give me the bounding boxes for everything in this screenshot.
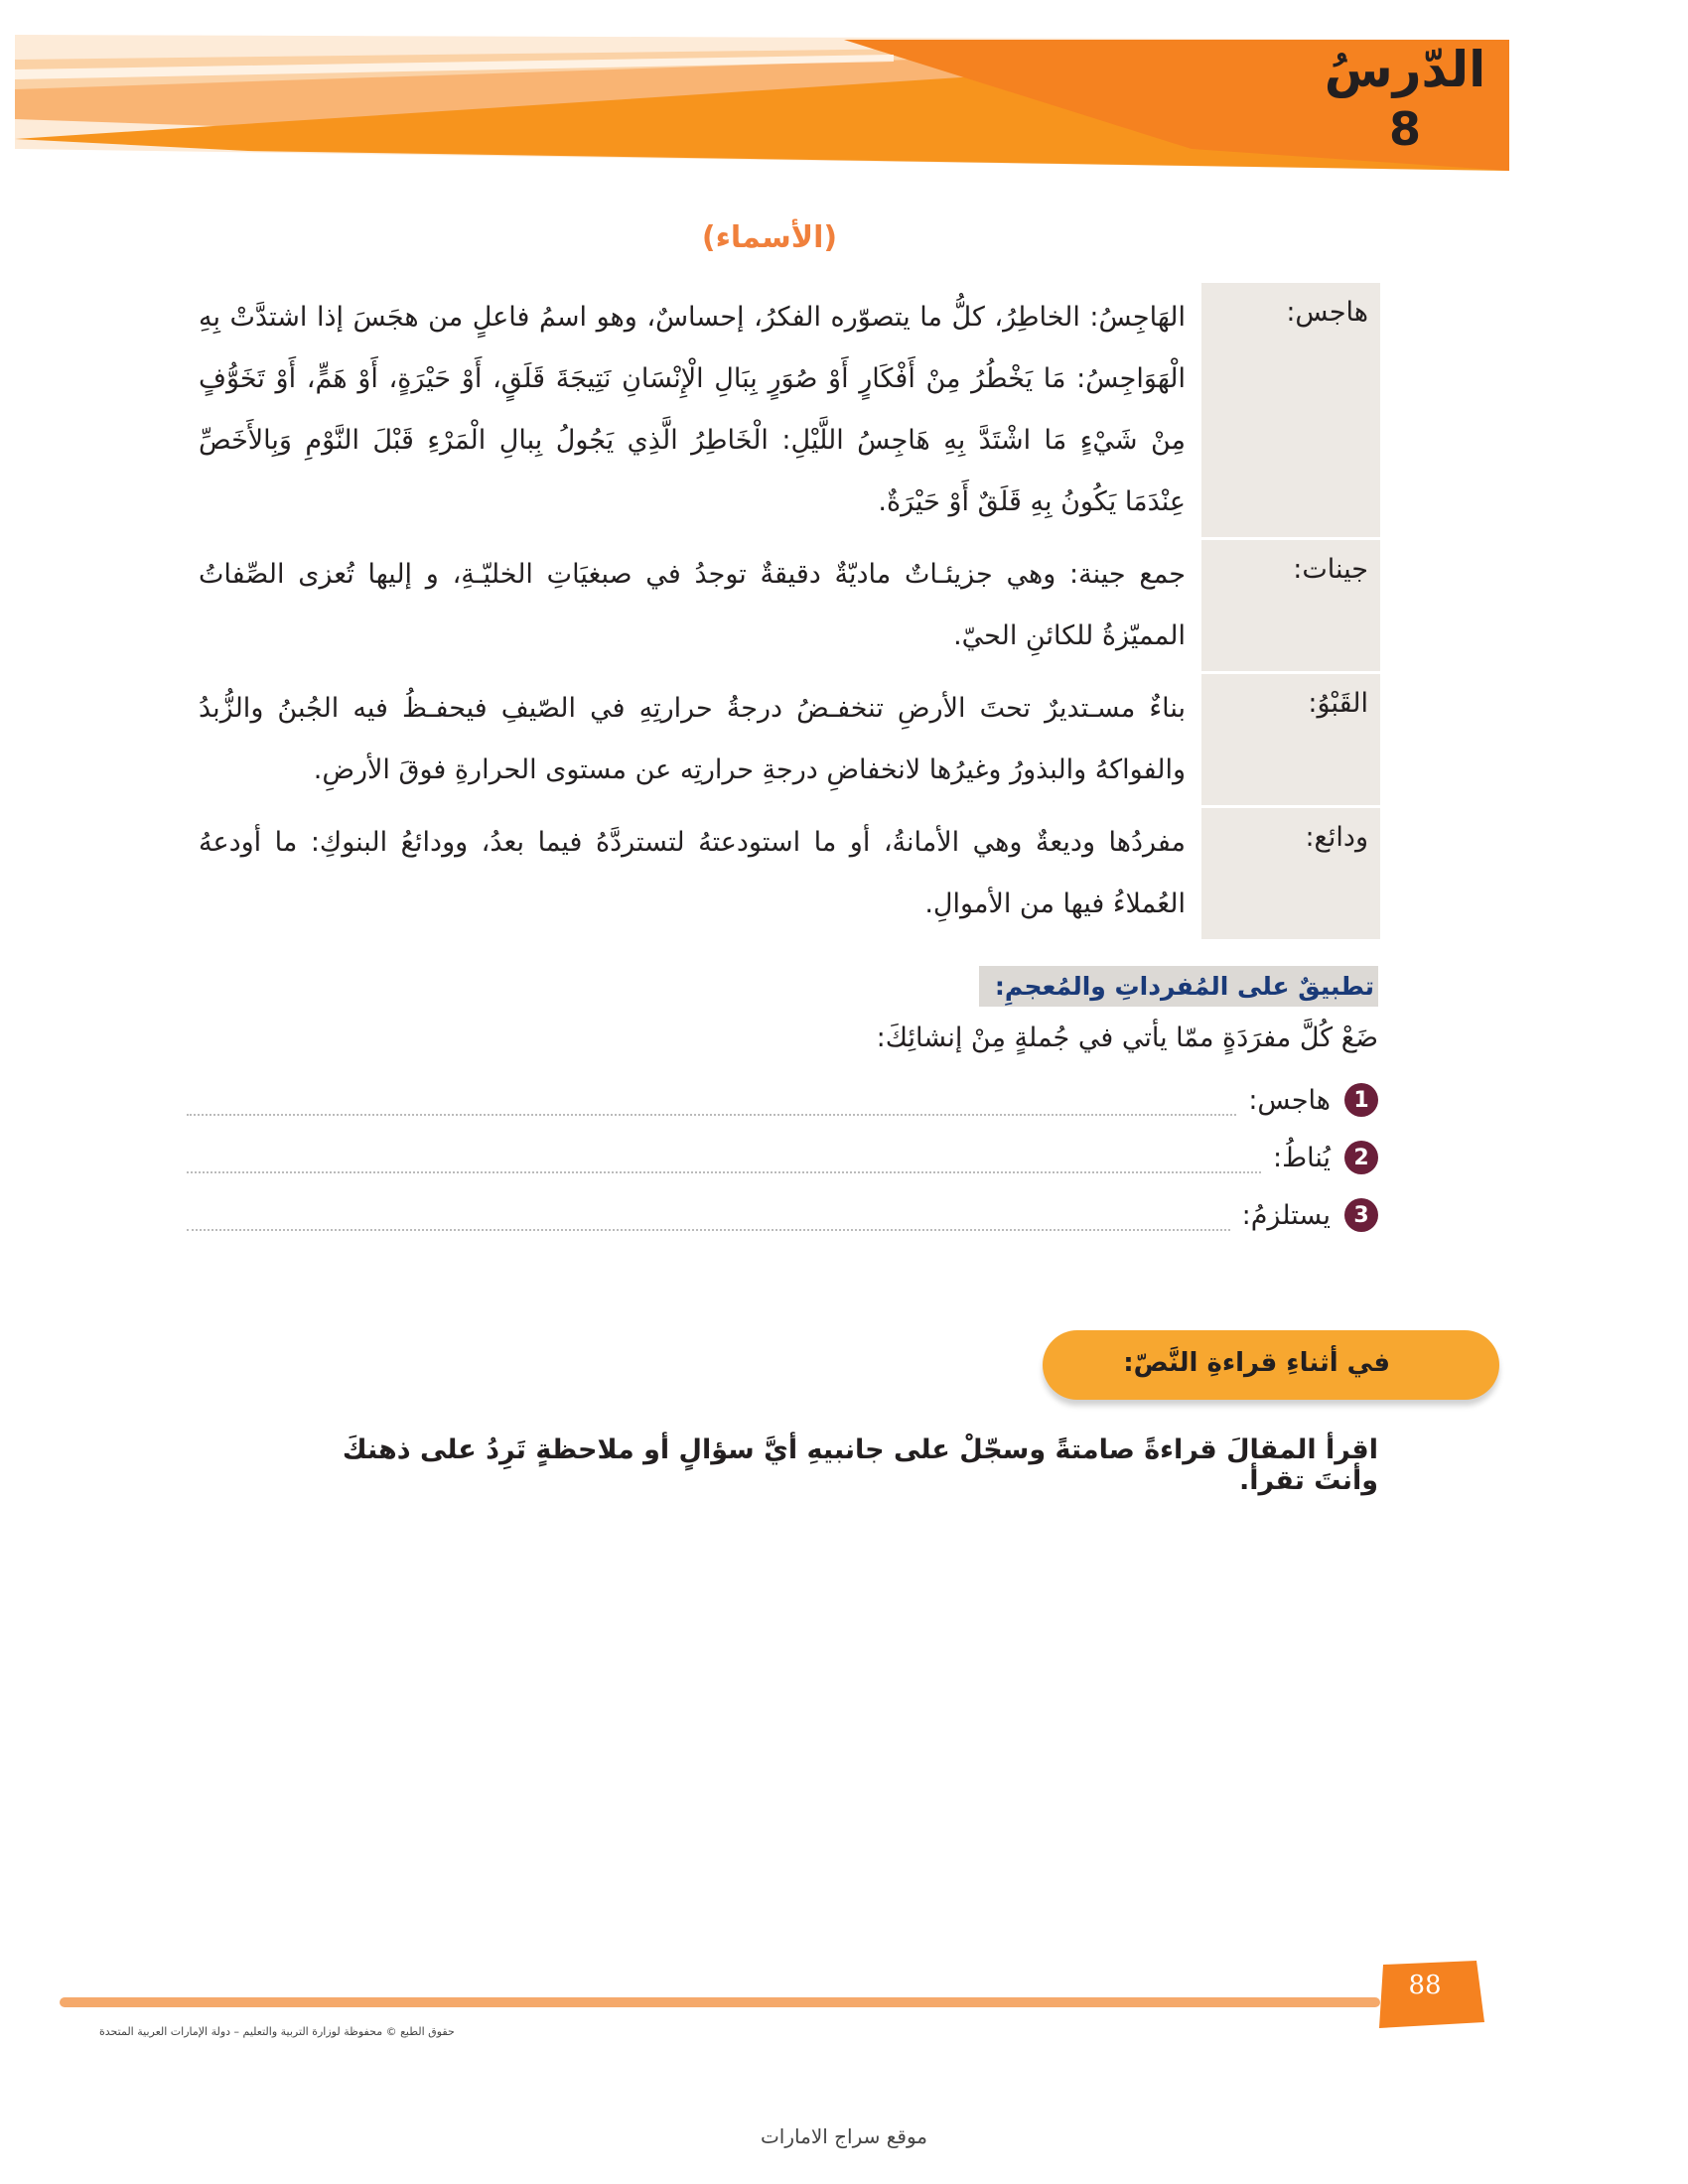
exercise-item — [187, 1130, 1378, 1185]
section-title: (الأسماء) — [701, 220, 838, 255]
vocab-term: ودائع: — [1201, 808, 1380, 939]
vocabulary-table — [199, 283, 1380, 942]
exercise-word: هاجس: — [1248, 1084, 1331, 1116]
exercise-heading: تطبيقٌ على المُفرداتِ والمُعجمِ: — [979, 966, 1378, 1007]
vocab-term: جينات: — [1201, 540, 1380, 671]
answer-line[interactable] — [187, 1171, 1261, 1173]
page-number: 88 — [1408, 1971, 1442, 2000]
exercise-item — [187, 1072, 1378, 1128]
exercise-word: يُناطُ: — [1273, 1142, 1331, 1173]
vocab-definition: الهَاجِسُ: الخاطِرُ، كلُّ ما يتصوّره الفكرُ، إحساسٌ، وهو اسمُ فاعلٍ من هجَسَ إذا اشتدَّتْ بِهِ الْهَوَاجِسُ: مَا يَخْطُرُ مِنْ أَفْكَارٍ أَوْ صُوَرٍ بِبَالِ الْإِنْسَانِ نَتِيجَةَ قَلَقٍ، أَوْ حَيْرَةٍ، أَوْ هَمٍّ، أَوْ تَخَوُّفٍ مِنْ شَيْءٍ مَا اشْتَدَّ بِهِ هَاجِسُ اللَّيْلِ: الْخَاطِرُ الَّذِي يَجُولُ بِبالِ الْمَرْءِ قَبْلَ النَّوْمِ وَبِالأَخَصِّ عِنْدَمَا يَكُونُ بِهِ قَلَقٌ أَوْ حَيْرَةٌ. — [199, 302, 1186, 517]
answer-line[interactable] — [187, 1114, 1236, 1116]
vocab-definition: مفردُها وديعةٌ وهي الأمانةُ، أو ما استودعتهُ لتستردَّهُ فيما بعدُ، وودائعُ البنوكِ: ما أودعهُ العُملاءُ فيها من الأموالِ. — [199, 827, 1186, 919]
answer-line[interactable] — [187, 1229, 1230, 1231]
vocab-row — [199, 283, 1380, 540]
vocab-row — [199, 540, 1380, 674]
exercise-instruction: ضَعْ كُلَّ مفرَدَةٍ ممّا يأتي في جُملةٍ مِنْ إنشائِكَ: — [876, 1023, 1378, 1053]
vocab-term: هاجس: — [1201, 283, 1380, 537]
vocab-row — [199, 808, 1380, 942]
vocab-row — [199, 674, 1380, 808]
lesson-label — [1321, 40, 1489, 169]
vocab-term: القَبْوُ: — [1201, 674, 1380, 805]
number-badge: 1 — [1344, 1083, 1378, 1117]
copyright-note: حقوق الطبع © محفوظة لوزارة التربية والتعليم – دولة الإمارات العربية المتحدة — [99, 2025, 455, 2038]
lesson-number: 8 — [1388, 102, 1421, 156]
number-badge: 2 — [1344, 1141, 1378, 1174]
lesson-word: الدّرسُ — [1324, 41, 1486, 98]
reading-instruction: اقرأ المقالَ قراءةً صامتةً وسجّلْ على جانبيهِ أيَّ سؤالٍ أو ملاحظةٍ تَرِدُ على ذهنكَ وأنتَ تقرأ. — [342, 1434, 1378, 1496]
while-reading-label: في أثناءِ قراءةِ النَّصّ: — [1123, 1348, 1390, 1378]
footer-bar — [60, 1997, 1380, 2007]
exercise-item — [187, 1187, 1378, 1243]
number-badge: 3 — [1344, 1198, 1378, 1232]
exercise-word: يستلزمُ: — [1241, 1199, 1331, 1231]
while-reading-pill — [1043, 1330, 1499, 1400]
site-name: موقع سراج الامارات — [760, 2124, 928, 2148]
vocab-definition: جمع جينة: وهي جزيئـاتٌ ماديّةٌ دقيقةٌ توجدُ في صبغيَاتِ الخليّـةِ، و إليها تُعزى الصِّفاتُ المميّزةُ للكائنِ الحيّ. — [199, 559, 1186, 651]
vocab-definition: بناءٌ مسـتديرٌ تحتَ الأرضِ تنخفـضُ درجةُ حرارتِهِ في الصّيفِ فيحفـظُ فيه الجُبنُ والزُّبدُ والفواكهُ والبذورُ وغيرُها لانخفاضِ درجةِ حرارتِه عن مستوى الحرارةِ فوقَ الأرضِ. — [199, 693, 1186, 785]
